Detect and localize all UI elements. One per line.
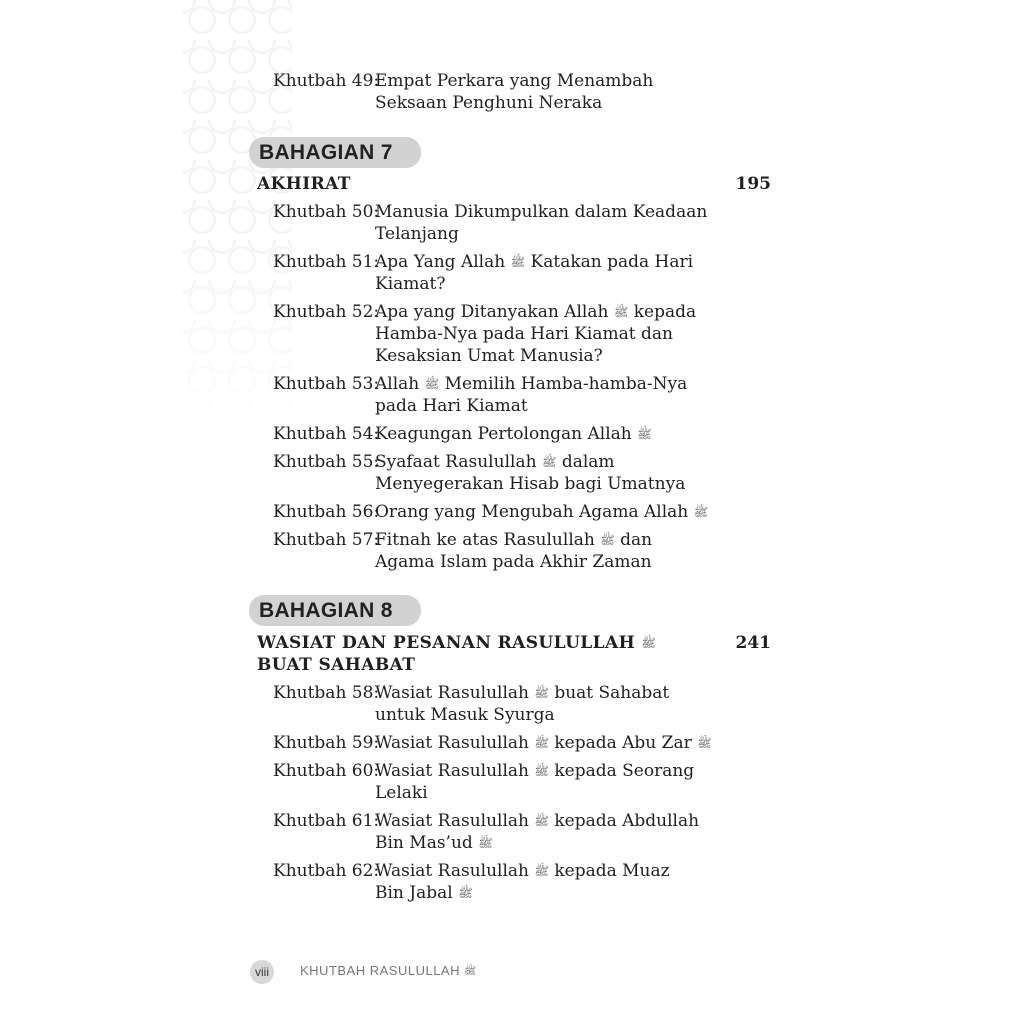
entry-title-line [375, 251, 693, 273]
entry-label: Khutbah 54: [273, 424, 380, 444]
honorific-calligraphy-icon: ﷺ [534, 814, 549, 828]
text-part: Orang yang Mengubah Agama Allah [375, 502, 689, 522]
text-part: Keagungan Pertolongan Allah [375, 424, 632, 444]
text-part: kepada Abu Zar [554, 733, 692, 753]
honorific-calligraphy-icon: ﷺ [534, 686, 549, 700]
entry-label: Khutbah 55: [273, 452, 380, 472]
honorific-calligraphy-icon: ﷺ [693, 505, 709, 519]
honorific-calligraphy-icon: ﷺ [637, 427, 652, 441]
honorific-calligraphy-icon: ﷺ [541, 455, 557, 469]
entry-title-line [375, 529, 652, 551]
entry-title-line [375, 423, 652, 445]
honorific-calligraphy-icon: ﷺ [641, 636, 656, 650]
text-part: Wasiat Rasulullah [375, 861, 530, 881]
entry-title-line: Manusia Dikumpulkan dalam Keadaan [375, 202, 708, 222]
entry-label: Khutbah 60: [273, 761, 380, 781]
section-title-wasiat[interactable] [257, 632, 656, 654]
text-part: Bin Jabal [375, 883, 453, 903]
honorific-calligraphy-icon: ﷺ [510, 255, 526, 269]
entry-title-line [375, 373, 687, 395]
text-part: Wasiat Rasulullah [375, 811, 530, 831]
entry-title-line [375, 732, 712, 754]
entry-label: Khutbah 51: [273, 252, 380, 272]
entry-label: Khutbah 56: [273, 502, 380, 522]
text-part: Memilih Hamba-hamba-Nya [444, 374, 688, 394]
section-title-line: WASIAT DAN PESANAN RASULULLAH [257, 633, 636, 653]
entry-label: Khutbah 58: [273, 683, 380, 703]
entry-title-line [375, 832, 493, 854]
text-part: dalam [561, 452, 615, 472]
entry-label: Khutbah 49: [273, 71, 380, 91]
section-page: 241 [735, 633, 771, 653]
honorific-calligraphy-icon: ﷺ [534, 764, 549, 778]
entry-title-line [375, 301, 696, 323]
entry-label: Khutbah 61: [273, 811, 380, 831]
entry-title-line [375, 501, 708, 523]
text-part: buat Sahabat [554, 683, 670, 703]
entry-title-line: Kesaksian Umat Manusia? [375, 346, 603, 366]
text-part: kepada Seorang [554, 761, 695, 781]
honorific-calligraphy-icon: ﷺ [464, 966, 477, 977]
page-number: viii [250, 960, 274, 984]
running-title [300, 963, 476, 979]
entry-title-line: Hamba-Nya pada Hari Kiamat dan [375, 324, 673, 344]
entry-title-line: Telanjang [375, 224, 459, 244]
entry-title-line [375, 760, 694, 782]
entry-title-line [375, 882, 473, 904]
entry-label: Khutbah 52: [273, 302, 380, 322]
entry-title-line: pada Hari Kiamat [375, 396, 528, 416]
text-part: kepada Abdullah [554, 811, 700, 831]
entry-title-line: Lelaki [375, 783, 428, 803]
honorific-calligraphy-icon: ﷺ [424, 377, 440, 391]
text-part: Allah [375, 374, 420, 394]
honorific-calligraphy-icon: ﷺ [600, 533, 615, 547]
entry-label: Khutbah 59: [273, 733, 380, 753]
honorific-calligraphy-icon: ﷺ [478, 836, 493, 850]
text-part: Katakan pada Hari [530, 252, 694, 272]
text-part: Apa Yang Allah [375, 252, 506, 272]
entry-title-line: Seksaan Penghuni Neraka [375, 93, 603, 113]
text-part: Wasiat Rasulullah [375, 761, 530, 781]
honorific-calligraphy-icon: ﷺ [458, 886, 473, 900]
section-title-line-2: BUAT SAHABAT [257, 655, 416, 675]
book-title: KHUTBAH RASULULLAH [300, 963, 460, 978]
entry-title-line: untuk Masuk Syurga [375, 705, 555, 725]
text-part: Bin Mas’ud [375, 833, 473, 853]
text-part: Syafaat Rasulullah [375, 452, 537, 472]
text-part: Wasiat Rasulullah [375, 733, 530, 753]
honorific-calligraphy-icon: ﷺ [534, 864, 549, 878]
text-part: Fitnah ke atas Rasulullah [375, 530, 595, 550]
honorific-calligraphy-icon: ﷺ [534, 736, 549, 750]
entry-title-line [375, 682, 669, 704]
entry-label: Khutbah 57: [273, 530, 380, 550]
section-page: 195 [735, 174, 771, 194]
entry-title-line [375, 860, 670, 882]
entry-label: Khutbah 53: [273, 374, 380, 394]
entry-title-line: Agama Islam pada Akhir Zaman [375, 552, 652, 572]
entry-label: Khutbah 50: [273, 202, 380, 222]
entry-title-line [375, 810, 699, 832]
text-part: Wasiat Rasulullah [375, 683, 530, 703]
entry-title-line [375, 451, 615, 473]
section-badge-bahagian-8: BAHAGIAN 8 [249, 595, 421, 626]
entry-title-line: Kiamat? [375, 274, 446, 294]
section-title-akhirat[interactable]: AKHIRAT [257, 174, 351, 194]
entry-label: Khutbah 62: [273, 861, 380, 881]
text-part: dan [620, 530, 653, 550]
honorific-calligraphy-icon: ﷺ [697, 736, 712, 750]
text-part: kepada [633, 302, 697, 322]
entry-title-line: Menyegerakan Hisab bagi Umatnya [375, 474, 686, 494]
honorific-calligraphy-icon: ﷺ [613, 305, 629, 319]
entry-title-line: Empat Perkara yang Menambah [375, 71, 654, 91]
text-part: Apa yang Ditanyakan Allah [375, 302, 609, 322]
section-badge-bahagian-7: BAHAGIAN 7 [249, 137, 421, 168]
text-part: kepada Muaz [554, 861, 670, 881]
